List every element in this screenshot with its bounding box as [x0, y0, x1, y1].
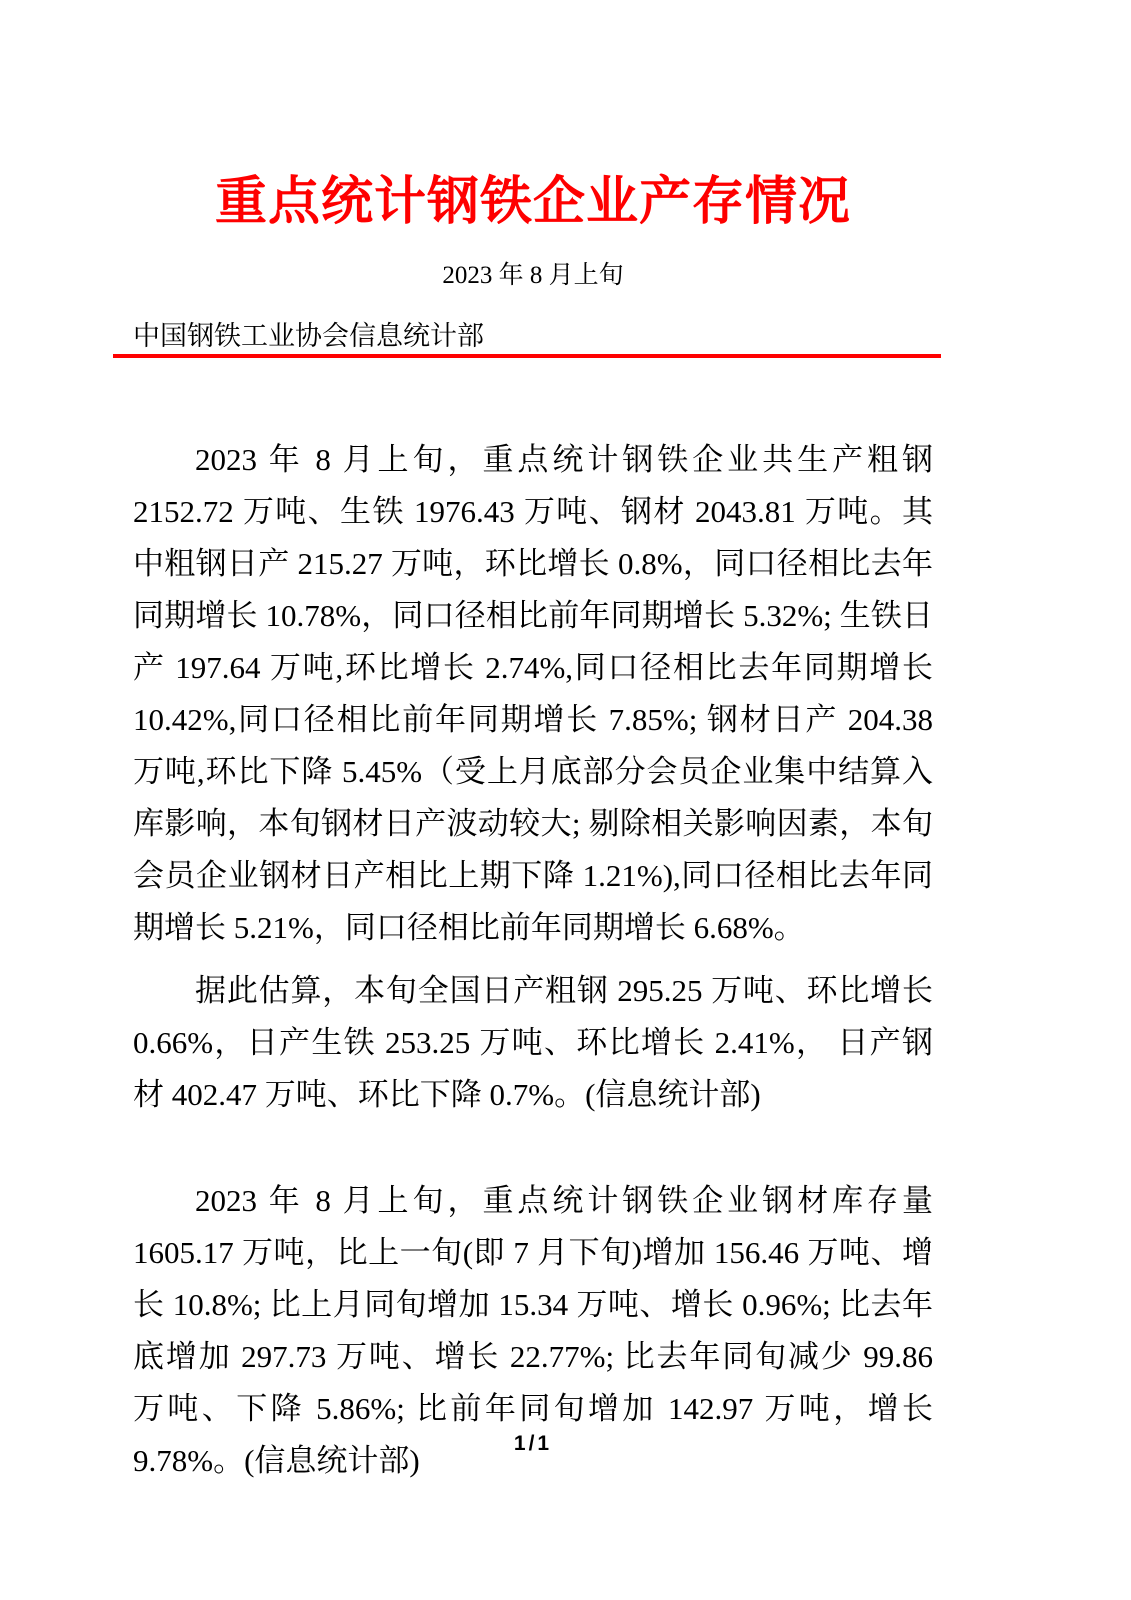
content-column	[133, 172, 933, 1487]
page-number: 1/1	[513, 1432, 553, 1455]
paragraph-production-stats: 2023 年 8 月上旬，重点统计钢铁企业共生产粗钢 2152.72 万吨、生铁 1976.43 万吨、钢材 2043.81 万吨。其中粗钢日产 215.27 万吨，环比增长 0.8%，同口径相比去年同期增长 10.78%，同口径相比前年同期增长 5.32%; 生铁日产 197.64 万吨,环比增长 2.74%,同口径相比去年同期增长 10.42%,同口径相比前年同期增长 7.85%; 钢材日产 204.38 万吨,环比下降 5.45%（受上月底部分会员企业集中结算入库影响，本旬钢材日产波动较大; 剔除相关影响因素，本旬会员企业钢材日产相比上期下降 1.21%),同口径相比去年同期增长 5.21%，同口径相比前年同期增长 6.68%。	[133, 442, 933, 945]
paragraph-inventory-stats: 2023 年 8 月上旬，重点统计钢铁企业钢材库存量 1605.17 万吨，比上一旬(即 7 月下旬)增加 156.46 万吨、增长 10.8%; 比上月同旬增加 15.34 万吨、增长 0.96%; 比去年底增加 297.73 万吨、增长 22.77%; 比去年同旬减少 99.86 万吨、下降 5.86%; 比前年同旬增加 142.97 万吨，增长 9.78%。(信息统计部)	[133, 1183, 933, 1478]
document-title: 重点统计钢铁企业产存情况	[214, 173, 851, 231]
red-divider-line	[113, 354, 941, 358]
department-name: 中国钢铁工业协会信息统计部	[133, 321, 484, 351]
document-subtitle: 2023 年 8 月上旬	[442, 262, 624, 289]
paragraph-national-estimate: 据此估算，本旬全国日产粗钢 295.25 万吨、环比增长 0.66%，日产生铁 253.25 万吨、环比增长 2.41%， 日产钢材 402.47 万吨、环比下降 0.7%。(信息统计部)	[133, 973, 933, 1112]
